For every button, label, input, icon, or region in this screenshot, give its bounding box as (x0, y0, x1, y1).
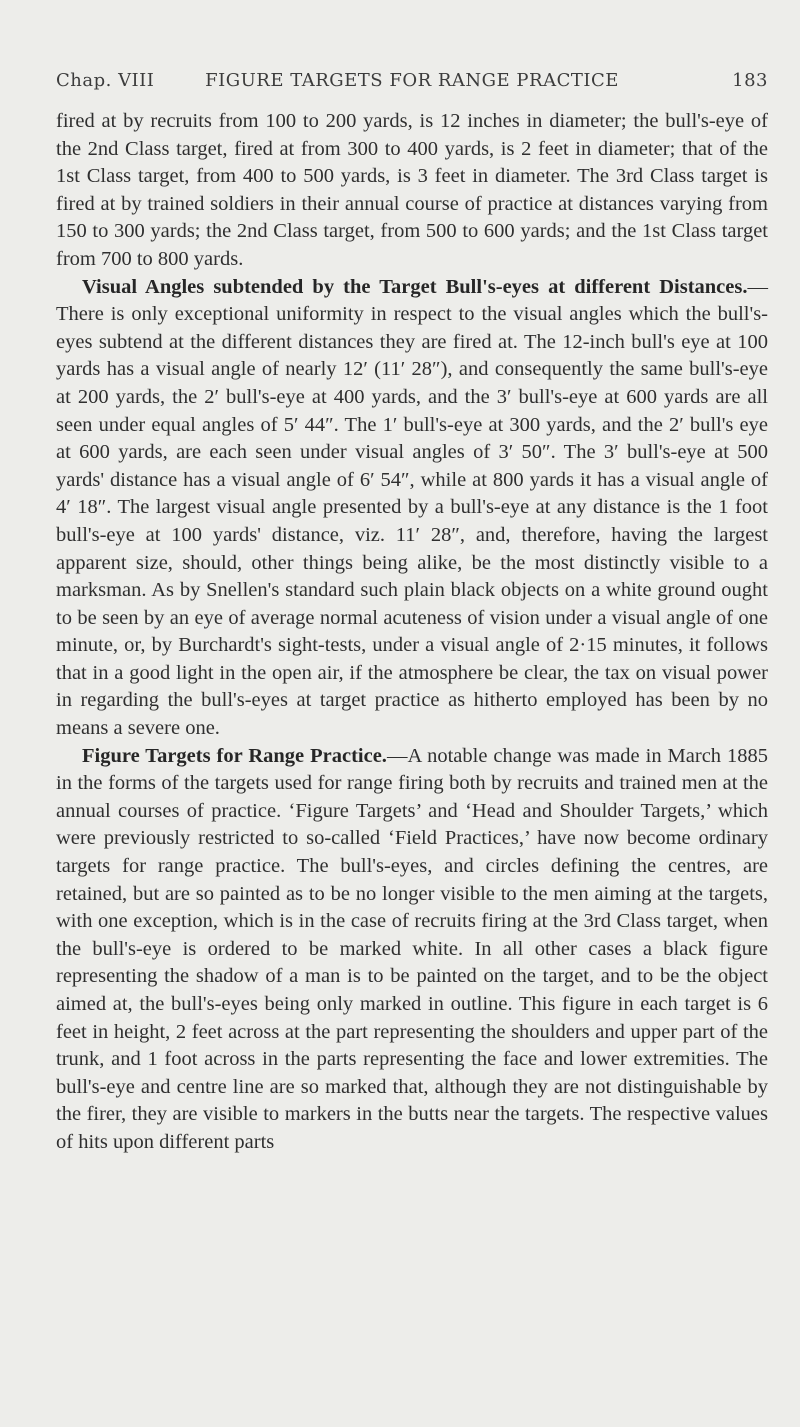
paragraph-continuation (56, 108, 768, 274)
paragraph-text: —A notable change was made in March 1885 in the forms of the targets used for range firing both by recruits and trained men at the annual courses of practice. ‘Figure Targets’ and ‘Head and Shoulder Targets,’ which were previously restricted to so-called ‘Field Practices,’ have now become ordinary targets for range practice. The bull's-eyes, and circles defining the centres, are retained, but are so painted as to be no longer visible to the men aiming at the targets, with one exception, which is in the case of recruits firing at the 3rd Class target, when the bull's-eye is ordered to be marked white. In all other cases a black figure representing the shadow of a man is to be painted on the target, and to be the object aimed at, the bull's-eyes being only marked in outline. This figure in each target is 6 feet in height, 2 feet across at the part representing the shoulders and upper part of the trunk, and 1 foot across in the parts representing the face and lower extremities. The bull's-eye and centre line are so marked that, although they are not distinguishable by the firer, they are visible to markers in the butts near the targets. The respective values of hits upon different parts (56, 744, 769, 1153)
running-header (56, 70, 768, 100)
paragraph-figure-targets (56, 743, 768, 1157)
section-heading: Visual Angles subtended by the Target Bull's-eyes at different Distances. (82, 275, 748, 298)
page-number: 183 (732, 70, 768, 91)
paragraph-text: fired at by recruits from 100 to 200 yards, is 12 inches in diameter; the bull's-eye of the 2nd Class target, fired at from 300 to 400 yards, is 2 feet in diameter; that of the 1st Class target, from 400 to 500 yards, is 3 feet in diameter. The 3rd Class target is fired at by trained soldiers in their annual course of practice at distances varying from 150 to 300 yards; the 2nd Class target, from 500 to 600 yards; and the 1st Class target from 700 to 800 yards. (56, 110, 768, 270)
chapter-label: Chap. VIII (56, 70, 155, 91)
running-title: FIGURE TARGETS FOR RANGE PRACTICE (205, 70, 619, 91)
section-heading: Figure Targets for Range Practice. (82, 744, 387, 767)
body-text (56, 108, 768, 1157)
paragraph-text: —There is only exceptional uniformity in respect to the visual angles which the bull's-eyes subtend at the different distances they are fired at. The 12-inch bull's eye at 100 yards has a visual angle of nearly 12′ (11′ 28″), and consequently the same bull's-eye at 200 yards, the 2′ bull's-eye at 400 yards, and the 3′ bull's-eye at 600 yards are all seen under equal angles of 5′ 44″. The 1′ bull's-eye at 300 yards, and the 2′ bull's eye at 600 yards, are each seen under visual angles of 3′ 50″. The 3′ bull's-eye at 500 yards' distance has a visual angle of 6′ 54″, while at 800 yards it has a visual angle of 4′ 18″. The largest visual angle presented by a bull's-eye at any distance is the 1 foot bull's-eye at 100 yards' distance, viz. 11′ 28″, and, therefore, having the largest apparent size, should, other things being alike, be the most distinctly visible to a marksman. As by Snellen's standard such plain black objects on a white ground ought to be seen by an eye of average normal acuteness of vision under a visual angle of one minute, or, by Burchardt's sight-tests, under a visual angle of 2·15 minutes, it follows that in a good light in the open air, if the atmosphere be clear, the tax on visual power in regarding the bull's-eyes at target practice as hitherto employed has been by no means a severe one. (56, 275, 768, 740)
paragraph-visual-angles (56, 274, 768, 743)
